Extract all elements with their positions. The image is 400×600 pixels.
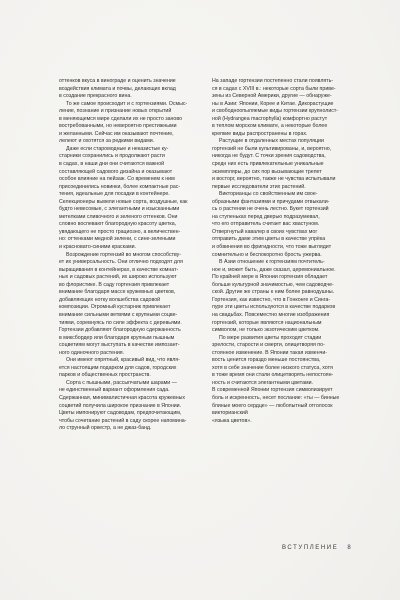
paragraph: На западе гортензии постепенно стали появлять- ся в садах с XVIII в.: некоторые сорта были приве- зены из Северной Америки, другие — обнаруже- ны в Азии: Японии, Корее и Китае. Дикорастущие и свободноопыляемые виды гортензии крупнолист- ной (Hydrangea macrophylla) комфортно растут в теплом морском климате, а некоторые более крепкие виды распространены в горах. [212, 78, 339, 137]
paragraph: В Азии отношение к гортензиям почтитель- ное и, может быть, даже сказал, церемониальное. По крайней мере в Японии гортензия обладает больше культурной значимостью, чем садоводче- ской. Другие же страны к ним более равнодушны. Гортензия, как известно, что в Гонконге и Синга- пуре эти цветы используются в качестве подарков на свадьбах. Повсеместно многие изображения гортензий, которые являются национальным символом, не только экзотическим цветком. [212, 259, 336, 334]
paragraph: Возрождение гортензий во многом способству- ет их универсальность. Они отлично подходят для выращивания в контейнерах, в качестве комнат- ных и садовых растений, их широко используют во флористике. В саду гортензия привлекает внимание благодаря массе кружевных цветков, добавляющих нотку волшебства садовой композиции. Огромный кустарник привлекает внимание сильными ветвями с крупными соцве- тиями, соревнуясь по силе эффекта с деревьями. Гортензии добавляют благородную сдержанность в миксбордер или благодаря крупным пышным соцветиям могут выступать в качестве импозант- ного одиночного растения. [59, 251, 183, 356]
paragraph: Даже если старомодные и неказистые ку- старники сохранились и продолжают расти в садах, в наши дни они считаются важной составляющей садового дизайна и оказывают особое влияние на пейзаж. Со временем к ним присоединились новинки, более компактные рас- тения, идеальные для посадки в контейнере. Селекционеры вывели новые сорта, воздушные, как будто невесомые, с элегантными и изысканными метелками сливочного и зеленого оттенков. Они словно воспевают благородную красоту цветка, увядающего не просто грациозно, а величествен- но: оттенками медной зелени, с сине-зелеными и красновато-синими красками. [59, 145, 188, 251]
paragraph: Они имеют опрятный, красивый вид, что явля- ется настоящим подарком для садов, городских парков и общественных пространств. [59, 357, 180, 379]
page-footer [282, 545, 352, 551]
paragraph: Растущие в отдаленных местах популяции гортензий не были культивированы, и, вероятно, никогда не будут. С точки зрения садоводства, средн них есть привлекательные уникальные экземпляры, до сих пор вызывающие трепет и восторг, вероятно, также не чувства испытывали первые исследователи этих растений. [212, 138, 336, 190]
left-text-column [59, 78, 205, 433]
paragraph: оттенков вкуса в винограде и оценить значение воздействия климата и почвы, делающих вклад в создание прекрасного вина. [59, 78, 176, 100]
paragraph: По мере развития цветы проходят стадии зрелости, старости и смерти, олицетворяя по- стоянное изменение. В Японии такая изменчи- вость ценится гораздо меньше постоянства, хотя в себе значение более низкого статуса, хотя в тоже время они стали олицетворять непостоян- ность и считаются элегантными цветами. В современной Японии гортензия символизирует боль и искренность, несет послание: «ты — бинные блиные моего сердце» — любопытный отголосок викторианский «языка цветов». [212, 334, 340, 424]
right-text-column [212, 78, 358, 425]
running-section-title: ВСТУПЛЕНИЕ [282, 545, 339, 551]
paragraph: Викторианцы со свойственным им свое- образными фантазиями и причудами отвыкали- сь о растении не очень лестно. Букет гортензий на ступеньках перед дверью подразумевал, что его отправитель считает вас хвастуном. Отвергнутый кавалер в своих чувствах мог отправить даме этим цветы в качестве упрёка и обвинения во фригидности, что тоже выглядит сомнительно и беспокоротно брость ужерва. [212, 191, 332, 258]
page-number: 8 [347, 545, 353, 551]
paragraph: То же самое происходит и с гортензиями. Осмыс- ление, познание и признание новых открытий в меняющемся мире сделали их не просто заново востребованными, но невероятно престижными и желанными. Сейчас им оказывают почтение, лелеют и охотятся за редкими видами. [59, 100, 188, 145]
paragraph: Сорта с пышными, рассыпчатыми шарами — не единственный вариант оформления сада. Сдержанная, минималистичная красота кружевных соцветий получила широкое признание в Японии. Цветы импонируют садоводам, предпочитающим, чтобы сочетание растений в саду скорее напомина- ло струнный оркестр, а не джаз-банд. [59, 379, 187, 432]
